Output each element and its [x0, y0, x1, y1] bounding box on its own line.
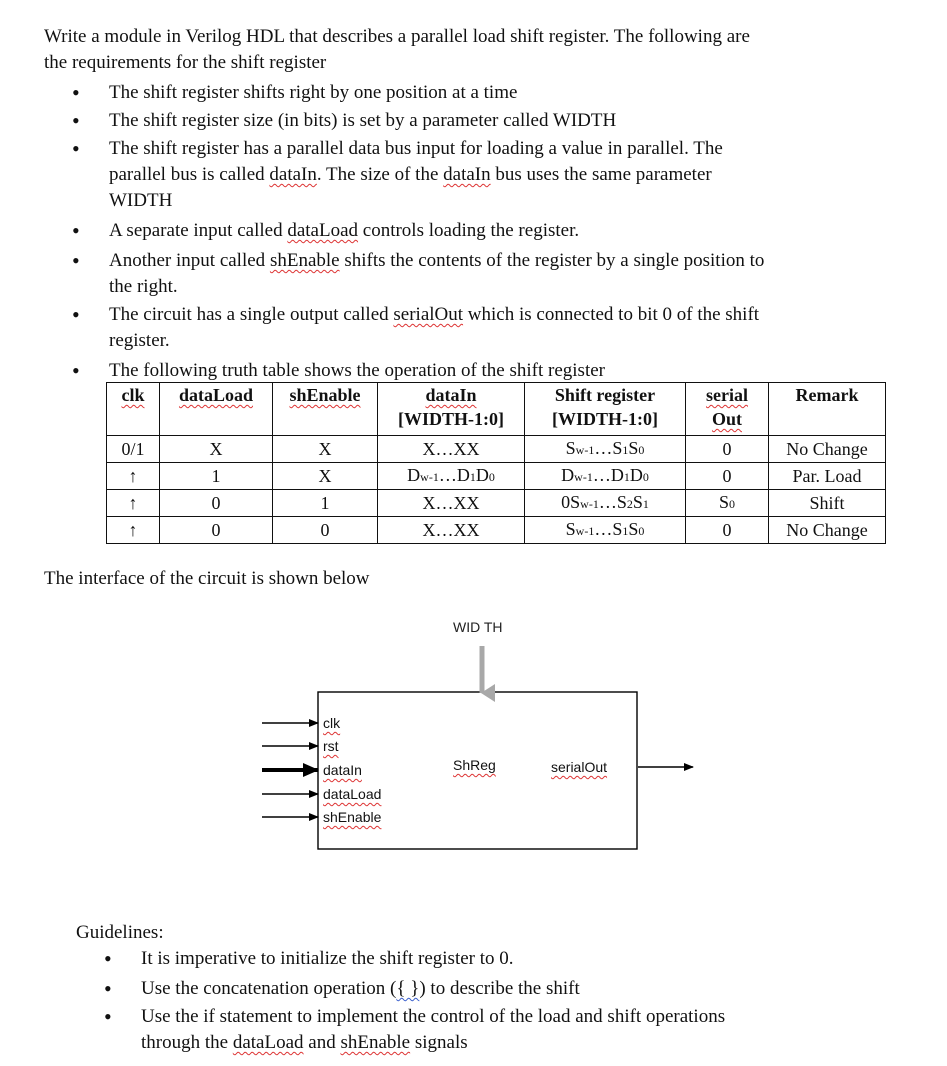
- cell-clk: ↑: [107, 463, 160, 490]
- output-label-serialout: serialOut: [551, 759, 608, 775]
- cell-shenable: 0: [273, 517, 378, 544]
- cell-serial-out: S0: [686, 490, 769, 517]
- requirement-item: • The shift register size (in bits) is set by a parameter called WIDTH: [72, 108, 879, 134]
- requirement-item: • The following truth table shows the operation of the shift register: [72, 358, 879, 384]
- input-label-rst: rst: [323, 738, 339, 754]
- cell-clk: 0/1: [107, 436, 160, 463]
- guideline-item: • Use the concatenation operation ({ }) to describe the shift: [104, 976, 911, 1002]
- table-row: [107, 490, 886, 517]
- cell-datain: X…XX: [378, 517, 525, 544]
- table-row: [107, 436, 886, 463]
- cell-dataload: 1: [160, 463, 273, 490]
- cell-shenable: X: [273, 436, 378, 463]
- header-shenable: shEnable: [273, 383, 378, 436]
- requirement-item: • A separate input called dataLoad controls loading the register.: [72, 218, 879, 244]
- input-label-clk: clk: [323, 715, 341, 731]
- cell-clk: ↑: [107, 490, 160, 517]
- header-remark: Remark: [769, 383, 886, 436]
- cell-shenable: X: [273, 463, 378, 490]
- cell-dataload: 0: [160, 490, 273, 517]
- cell-datain: Dw-1…D1D0: [378, 463, 525, 490]
- header-datain: dataIn [WIDTH-1:0]: [378, 383, 525, 436]
- header-dataload: dataLoad: [160, 383, 273, 436]
- header-clk: clk: [107, 383, 160, 436]
- input-label-shenable: shEnable: [323, 809, 382, 825]
- requirement-item: • The shift register shifts right by one position at a time: [72, 80, 879, 106]
- requirement-item: • The shift register has a parallel data bus input for loading a value in parallel. The parallel bus is called dataIn. The size of the dataIn bus uses the same parameter WIDTH: [72, 136, 879, 214]
- guideline-item: • It is imperative to initialize the shift register to 0.: [104, 946, 911, 972]
- input-label-dataload: dataLoad: [323, 786, 382, 802]
- cell-dataload: 0: [160, 517, 273, 544]
- table-row: [107, 463, 886, 490]
- cell-serial-out: 0: [686, 436, 769, 463]
- requirement-item: • The circuit has a single output called serialOut which is connected to bit 0 of the shift register.: [72, 302, 879, 354]
- cell-serial-out: 0: [686, 463, 769, 490]
- input-label-datain: dataIn: [323, 762, 362, 778]
- cell-remark: Shift: [769, 490, 886, 517]
- module-name-label: ShReg: [453, 757, 496, 773]
- intro-line-2: the requirements for the shift register: [44, 52, 327, 73]
- cell-shenable: 1: [273, 490, 378, 517]
- cell-dataload: X: [160, 436, 273, 463]
- guidelines-title: Guidelines:: [76, 922, 164, 943]
- cell-clk: ↑: [107, 517, 160, 544]
- truth-table: [106, 382, 886, 544]
- cell-datain: X…XX: [378, 436, 525, 463]
- intro-line-1: Write a module in Verilog HDL that describes a parallel load shift register. The following are: [44, 26, 750, 47]
- cell-remark: No Change: [769, 517, 886, 544]
- cell-shift-register: 0Sw-1…S2S1: [525, 490, 686, 517]
- cell-remark: Par. Load: [769, 463, 886, 490]
- header-shift-register: Shift register [WIDTH-1:0]: [525, 383, 686, 436]
- guideline-item: • Use the if statement to implement the control of the load and shift operations through the dataLoad and shEnable signals: [104, 1004, 911, 1056]
- header-serial-out: serial Out: [686, 383, 769, 436]
- requirement-item: • Another input called shEnable shifts the contents of the register by a single position to the right.: [72, 248, 879, 300]
- table-row: [107, 517, 886, 544]
- width-label: WID TH: [453, 619, 503, 635]
- interface-caption: The interface of the circuit is shown below: [44, 568, 370, 589]
- table-header-row: [107, 383, 886, 436]
- cell-remark: No Change: [769, 436, 886, 463]
- cell-datain: X…XX: [378, 490, 525, 517]
- cell-serial-out: 0: [686, 517, 769, 544]
- cell-shift-register: Sw-1…S1S0: [525, 517, 686, 544]
- cell-shift-register: Dw-1…D1D0: [525, 463, 686, 490]
- cell-shift-register: Sw-1…S1S0: [525, 436, 686, 463]
